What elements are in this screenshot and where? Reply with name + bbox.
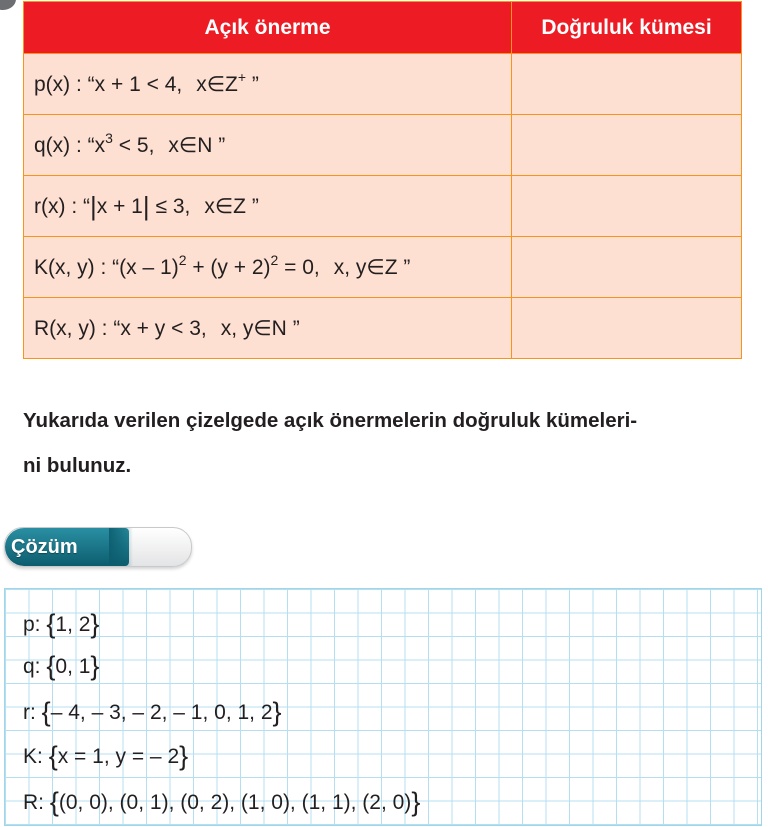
badge-shine <box>109 528 133 566</box>
solution-badge <box>4 527 192 567</box>
truth-set-cell <box>512 54 742 115</box>
header-truth-set: Doğruluk kümesi <box>512 2 742 54</box>
statement-r-xy: R(x, y) : “x + y < 3, x, y∈N ” <box>24 298 512 359</box>
solution-grid <box>4 588 762 826</box>
statement-q: q(x) : “$x^3 < 5$, x∈N ” <box>24 115 512 176</box>
table-row <box>24 176 742 237</box>
answer-q: q: {0, 1} <box>23 651 100 681</box>
header-open-statement: Açık önerme <box>24 2 512 54</box>
table-row <box>24 237 742 298</box>
truth-set-cell <box>512 176 742 237</box>
truth-set-cell <box>512 298 742 359</box>
answer-r: r: {– 4, – 3, – 2, – 1, 0, 1, 2} <box>23 697 282 727</box>
answer-k: K: {x = 1, y = – 2} <box>23 741 189 771</box>
open-statements-table <box>23 1 742 359</box>
statement-k: K(x, y) : “$(x - 1)^2 + (y + 2)^2 = 0$, x, y∈Z ” <box>24 237 512 298</box>
table-row <box>24 115 742 176</box>
answer-r-xy: R: {(0, 0), (0, 1), (0, 2), (1, 0), (1, 1), (2, 0)} <box>23 787 421 817</box>
table-header-row <box>24 2 742 54</box>
table-row <box>24 298 742 359</box>
table-row <box>24 54 742 115</box>
answer-p: p: {1, 2} <box>23 609 100 639</box>
corner-decoration <box>0 0 16 10</box>
question-text: Yukarıda verilen çizelgede açık önermelerin doğruluk kümeleri- ni bulunuz. <box>23 409 638 477</box>
truth-set-cell <box>512 115 742 176</box>
statement-r: r(x) : “|x + 1| ≤ 3, x∈Z ” <box>24 176 512 237</box>
statement-p: p(x) : “x + 1 < 4, x∈Z+ ” <box>24 54 512 115</box>
truth-set-cell <box>512 237 742 298</box>
solution-label: Çözüm <box>5 528 129 566</box>
